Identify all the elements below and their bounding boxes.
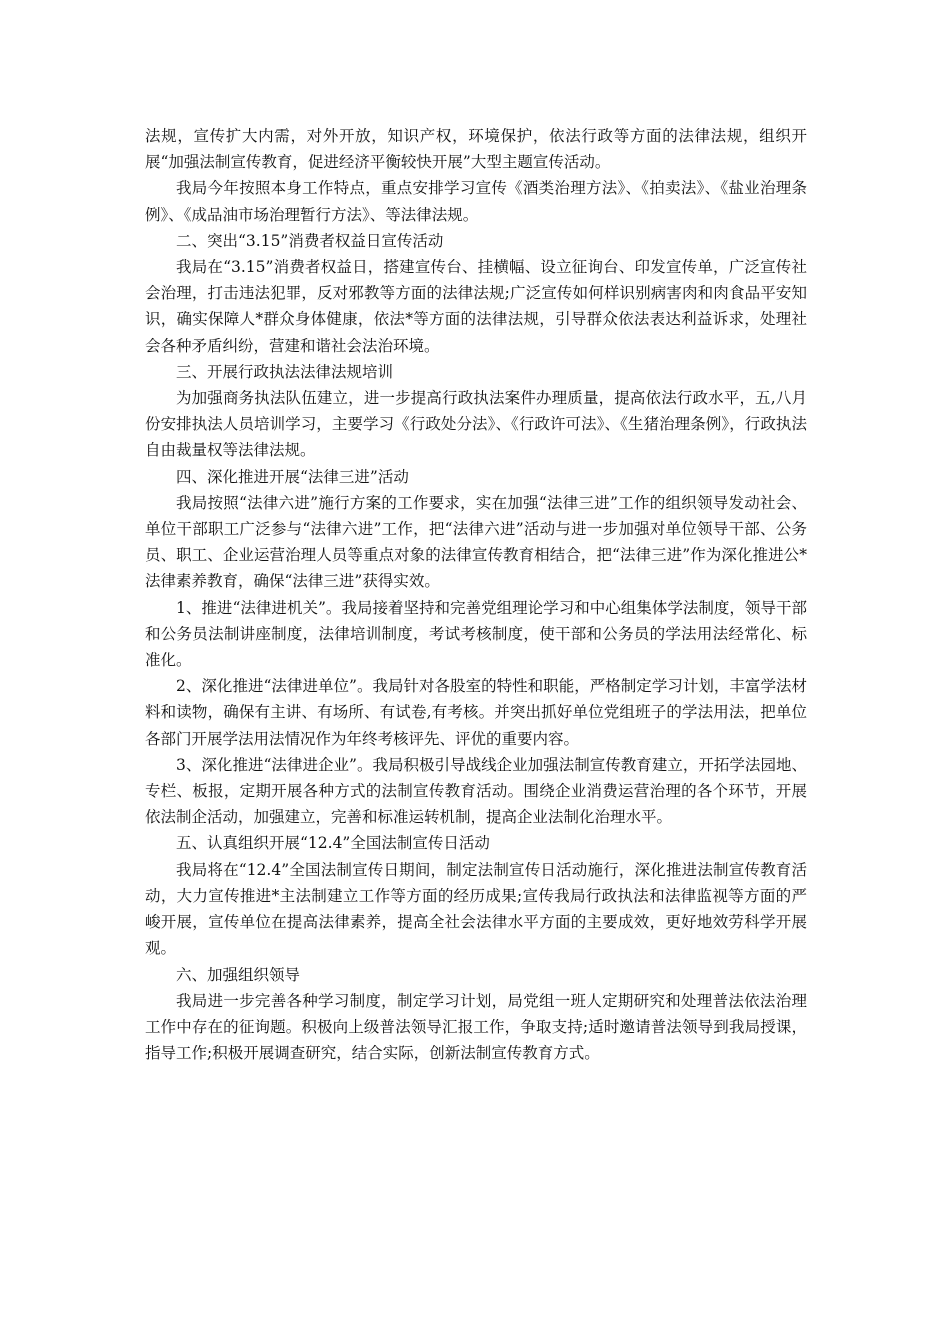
paragraph-law-into-agencies: 1、推进“法律进机关”。我局接着坚持和完善党组理论学习和中心组集体学法制度，领导干部和公务员法制讲座制度，法律培训制度，考试考核制度，使干部和公务员的学法用法经常化、标准化。 [145,598,807,670]
paragraph-intro-continuation: 法规，宣传扩大内需，对外开放，知识产权，环境保护，依法行政等方面的法律法规，组织开展“加强法制宣传教育，促进经济平衡较快开展”大型主题宣传活动。 [145,127,807,172]
paragraph-law-into-units: 2、深化推进“法律进单位”。我局针对各股室的特性和职能，严格制定学习计划，丰富学法材料和读物，确保有主讲、有场所、有试卷,有考核。并突出抓好单位党组班子的学法用法，把单位各部门开展学法用法情况作为年终考核评先、评优的重要内容。 [145,677,807,748]
paragraph-key-laws: 我局今年按照本身工作特点，重点安排学习宣传《酒类治理方法》、《拍卖法》、《盐业治理条例》、《成品油市场治理暂行方法》、等法律法规。 [145,179,807,224]
section-heading-2: 二、突出“3.15”消费者权益日宣传活动 [176,231,444,250]
paragraph-legal-publicity-day: 我局将在“12.4”全国法制宣传日期间，制定法制宣传日活动施行，深化推进法制宣传教育活动，大力宣传推进*主法制建立工作等方面的经历成果;宣传我局行政执法和法律监视等方面的严峻开展，宣传单位在提高法律素养，提高全社会法律水平方面的主要成效，更好地效劳科学开展观。 [145,860,807,958]
paragraph-organization-leadership: 我局进一步完善各种学习制度，制定学习计划，局党组一班人定期研究和处理普法依法治理工作中存在的征询题。积极向上级普法领导汇报工作，争取支持;适时邀请普法领导到我局授课，指导工作;积极开展调查研究，结合实际，创新法制宣传教育方式。 [145,991,807,1063]
section-heading-6: 六、加强组织领导 [176,965,301,984]
paragraph-consumer-day: 我局在“3.15”消费者权益日，搭建宣传台、挂横幅、设立征询台、印发宣传单，广泛宣传社会治理，打击违法犯罪，反对邪教等方面的法律法规;广泛宣传如何样识别病害肉和肉食品平安知识，确实保障人*群众身体健康，依法*等方面的法律法规，引导群众依法表达利益诉求，处理社会各种矛盾纠纷，营建和谐社会法治环境。 [145,258,807,355]
paragraph-enforcement-training: 为加强商务执法队伍建立，进一步提高行政执法案件办理质量，提高依法行政水平，五,八月份安排执法人员培训学习，主要学习《行政处分法》、《行政许可法》、《生猪治理条例》，行政执法自由裁量权等法律法规。 [145,389,807,460]
section-heading-4: 四、深化推进开展“法律三进”活动 [176,467,409,486]
section-heading-3: 三、开展行政执法法律法规培训 [176,362,394,381]
section-heading-5: 五、认真组织开展“12.4”全国法制宣传日活动 [176,834,490,853]
paragraph-law-three-entries: 我局按照“法律六进”施行方案的工作要求，实在加强“法律三进”工作的组织领导发动社会、单位干部职工广泛参与“法律六进”工作，把“法律六进”活动与进一步加强对单位领导干部、公务员、职工、企业运营治理人员等重点对象的法律宣传教育相结合，把“法律三进”作为深化推进公*法律素养教育，确保“法律三进”获得实效。 [145,493,807,591]
document-body [145,123,807,1066]
paragraph-law-into-enterprises: 3、深化推进“法律进企业”。我局积极引导战线企业加强法制宣传教育建立，开拓学法园地、专栏、板报，定期开展各种方式的法制宣传教育活动。围绕企业消费运营治理的各个环节，开展依法制企活动，加强建立，完善和标准运转机制，提高企业法制化治理水平。 [145,755,807,827]
